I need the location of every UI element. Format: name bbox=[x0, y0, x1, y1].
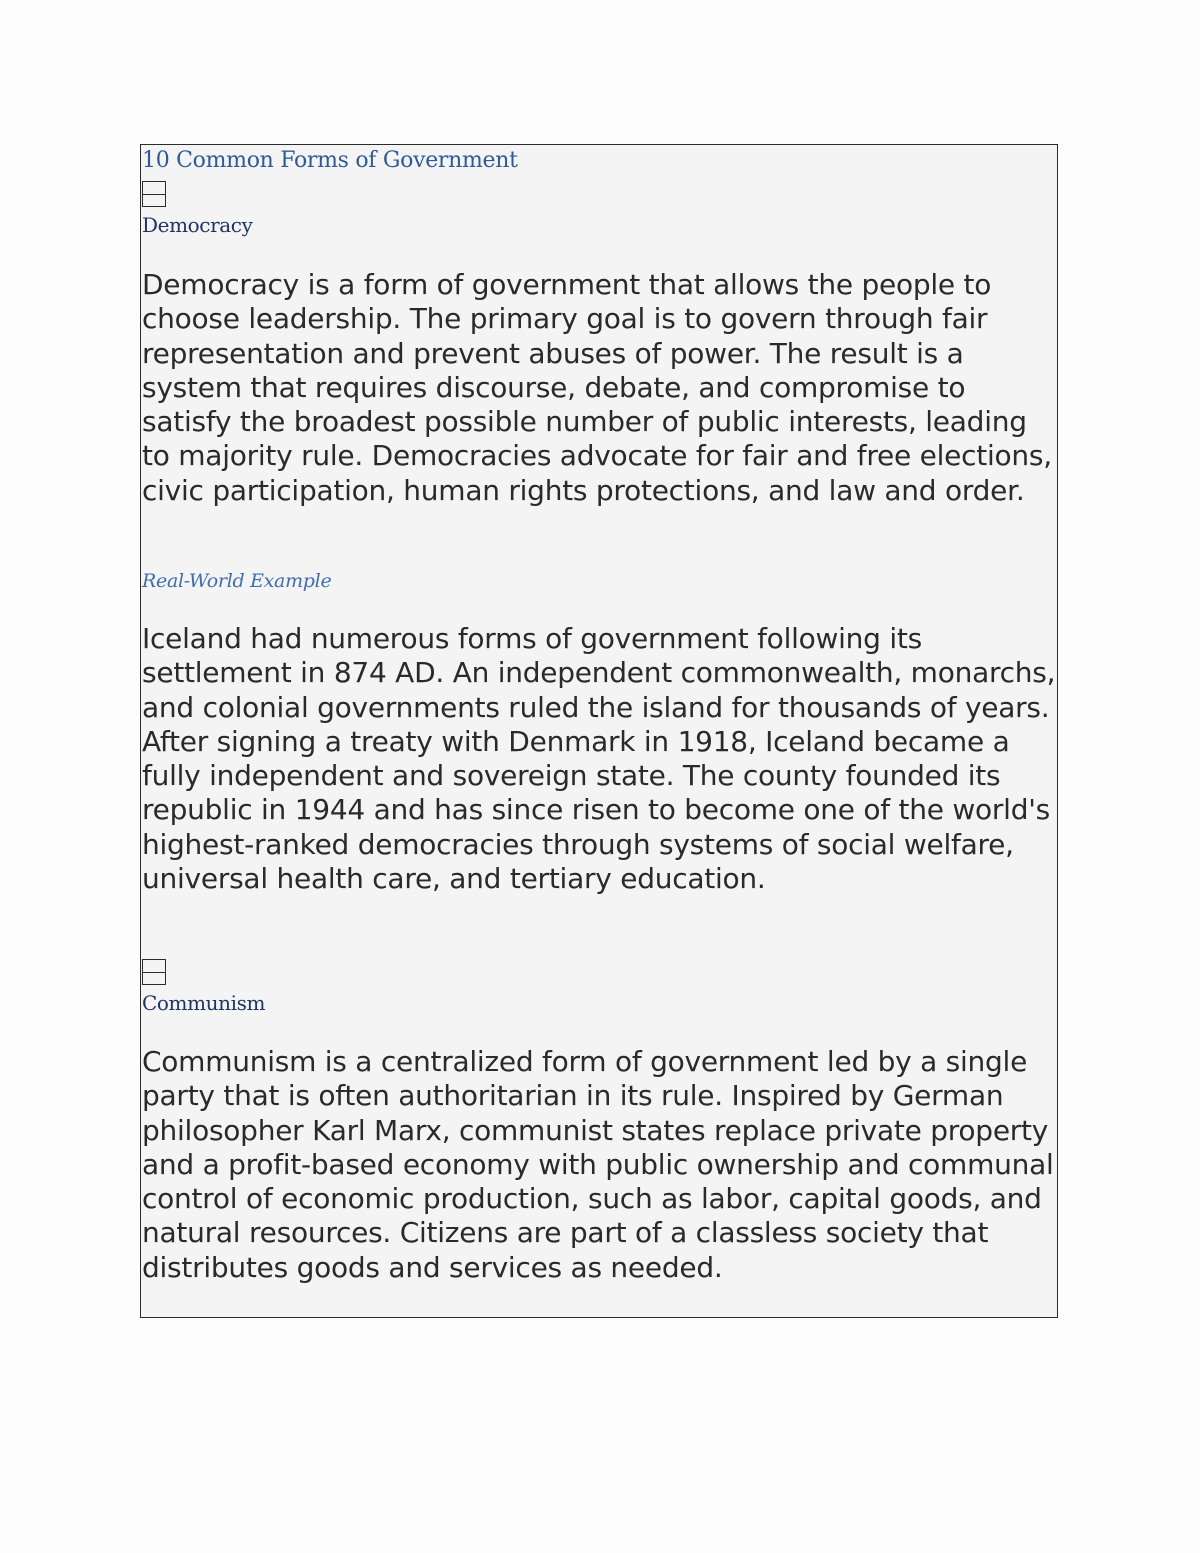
broken-image-icon bbox=[142, 181, 166, 207]
section-heading-democracy: Democracy bbox=[142, 213, 253, 237]
section-heading-communism: Communism bbox=[142, 991, 266, 1015]
broken-image-icon bbox=[142, 959, 166, 985]
example-label: Real-World Example bbox=[142, 570, 332, 592]
communism-body: Communism is a centralized form of government led by a single party that is often authoritarian in its rule. Inspired by German philosopher Karl Marx, communist states replace private property and a profit-based economy with public ownership and communal control of economic production, such as labor, capital goods, and natural resources. Citizens are part of a classless society that distributes goods and services as needed. bbox=[142, 1045, 1054, 1284]
democracy-example-body: Iceland had numerous forms of government following its settlement in 874 AD. An independent commonwealth, monarchs, and colonial governments ruled the island for thousands of years. After signing a treaty with Denmark in 1918, Iceland became a fully independent and sovereign state. The county founded its republic in 1944 and has since risen to become one of the world's highest-ranked democracies through systems of social welfare, universal health care, and tertiary education. bbox=[142, 622, 1056, 896]
document-title: 10 Common Forms of Government bbox=[142, 148, 518, 173]
democracy-body: Democracy is a form of government that allows the people to choose leadership. The primary goal is to govern through fair representation and prevent abuses of power. The result is a system that requires discourse, debate, and compromise to satisfy the broadest possible number of public interests, leading to majority rule. Democracies advocate for fair and free elections, civic participation, human rights protections, and law and order. bbox=[142, 268, 1052, 507]
document-frame bbox=[140, 144, 1058, 1318]
